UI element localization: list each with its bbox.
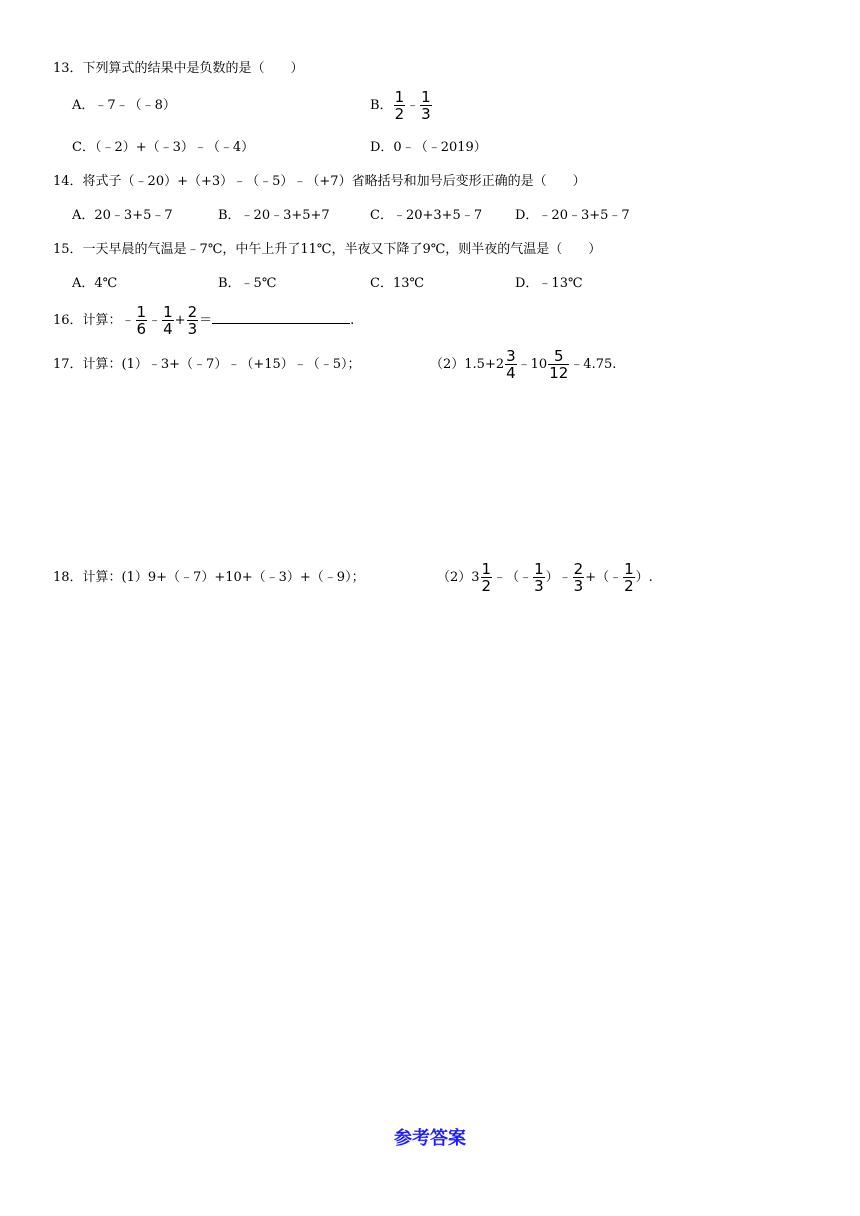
q15-option-b: B．﹣5℃ xyxy=(218,276,277,291)
q14-option-d: D．﹣20﹣3+5﹣7 xyxy=(515,208,630,223)
q17-part1: 17．计算：(1）﹣3+（﹣7）﹣（+15）﹣（﹣5）； xyxy=(53,357,361,372)
q18-part2-prefix: （2）3 xyxy=(437,570,480,585)
q16-fraction-2 xyxy=(162,304,174,337)
q14-option-a: A．20﹣3+5﹣7 xyxy=(72,208,173,223)
q16-fraction-3 xyxy=(187,304,199,337)
q18-fraction-1 xyxy=(481,561,493,594)
numerator: 1 xyxy=(394,88,405,106)
numerator: 1 xyxy=(163,303,173,321)
q15-stem: 15．一天早晨的气温是﹣7℃，中午上升了11℃，半夜又下降了9℃，则半夜的气温是（ ） xyxy=(53,242,602,257)
numerator: 1 xyxy=(624,560,634,578)
numerator: 1 xyxy=(534,560,544,578)
period: . xyxy=(350,313,355,328)
answer-blank[interactable] xyxy=(212,309,350,324)
q18-fraction-4 xyxy=(623,561,635,594)
denominator: 12 xyxy=(549,364,569,382)
q15-option-c: C．13℃ xyxy=(370,276,425,291)
operator: ﹣ xyxy=(148,313,162,328)
q14-option-b: B．﹣20﹣3+5+7 xyxy=(218,208,330,223)
q18-fraction-2 xyxy=(533,561,545,594)
q18-part1: 18．计算：(1）9+（﹣7）+10+（﹣3）+（﹣9）； xyxy=(53,570,365,585)
denominator: 3 xyxy=(534,577,544,595)
q17-fraction-1 xyxy=(505,348,517,381)
denominator: 4 xyxy=(506,364,516,382)
numerator: 5 xyxy=(548,348,569,365)
q16-expression xyxy=(53,304,354,337)
q13-option-a: A．﹣7﹣（﹣8） xyxy=(72,98,176,113)
q18-seg3: +（﹣ xyxy=(585,570,623,585)
q18-seg2: ）﹣ xyxy=(545,570,572,585)
operator: + xyxy=(174,313,186,328)
q13-option-d: D．0﹣（﹣2019） xyxy=(370,140,487,155)
q13-b-fraction-2 xyxy=(420,89,432,122)
denominator: 3 xyxy=(187,320,198,338)
q13-b-fraction-1 xyxy=(394,89,406,122)
q15-option-d: D．﹣13℃ xyxy=(515,276,583,291)
numerator: 2 xyxy=(187,303,198,321)
minus-sign: ﹣ xyxy=(406,98,420,113)
q13-option-b xyxy=(370,89,433,122)
numerator: 1 xyxy=(421,88,431,106)
q14-stem: 14．将式子（﹣20）+（+3）﹣（﹣5）﹣（+7）省略括号和加号后变形正确的是（ ） xyxy=(53,174,586,189)
q18-part2 xyxy=(437,561,653,594)
q17-part2-prefix: （2）1.5+2 xyxy=(430,357,505,372)
q17-end: ﹣4.75. xyxy=(570,357,617,372)
denominator: 3 xyxy=(421,105,431,123)
denominator: 2 xyxy=(624,577,634,595)
q18-end: ）. xyxy=(635,570,653,585)
q16-fraction-1 xyxy=(136,304,148,337)
answer-heading: 参考答案 xyxy=(394,1128,466,1149)
q13-stem: 13．下列算式的结果中是负数的是（ ） xyxy=(53,61,304,76)
q14-option-c: C．﹣20+3+5﹣7 xyxy=(370,208,483,223)
denominator: 6 xyxy=(136,320,147,338)
numerator: 2 xyxy=(573,560,584,578)
denominator: 2 xyxy=(481,577,492,595)
denominator: 3 xyxy=(573,577,584,595)
q17-mid: ﹣10 xyxy=(517,357,548,372)
q13-option-b-label: B． xyxy=(370,98,393,113)
numerator: 3 xyxy=(506,347,516,365)
numerator: 1 xyxy=(481,560,492,578)
q16-prefix: 16．计算：﹣ xyxy=(53,313,135,328)
q18-fraction-3 xyxy=(573,561,585,594)
q13-option-c: C．（﹣2）+（﹣3）﹣（﹣4） xyxy=(72,140,255,155)
q17-fraction-2 xyxy=(548,348,569,381)
q17-part2 xyxy=(430,348,616,381)
denominator: 2 xyxy=(394,105,405,123)
q15-option-a: A．4℃ xyxy=(72,276,118,291)
numerator: 1 xyxy=(136,303,147,321)
denominator: 4 xyxy=(163,320,173,338)
equals-sign: ＝ xyxy=(199,313,213,328)
q18-seg1: ﹣（﹣ xyxy=(493,570,533,585)
